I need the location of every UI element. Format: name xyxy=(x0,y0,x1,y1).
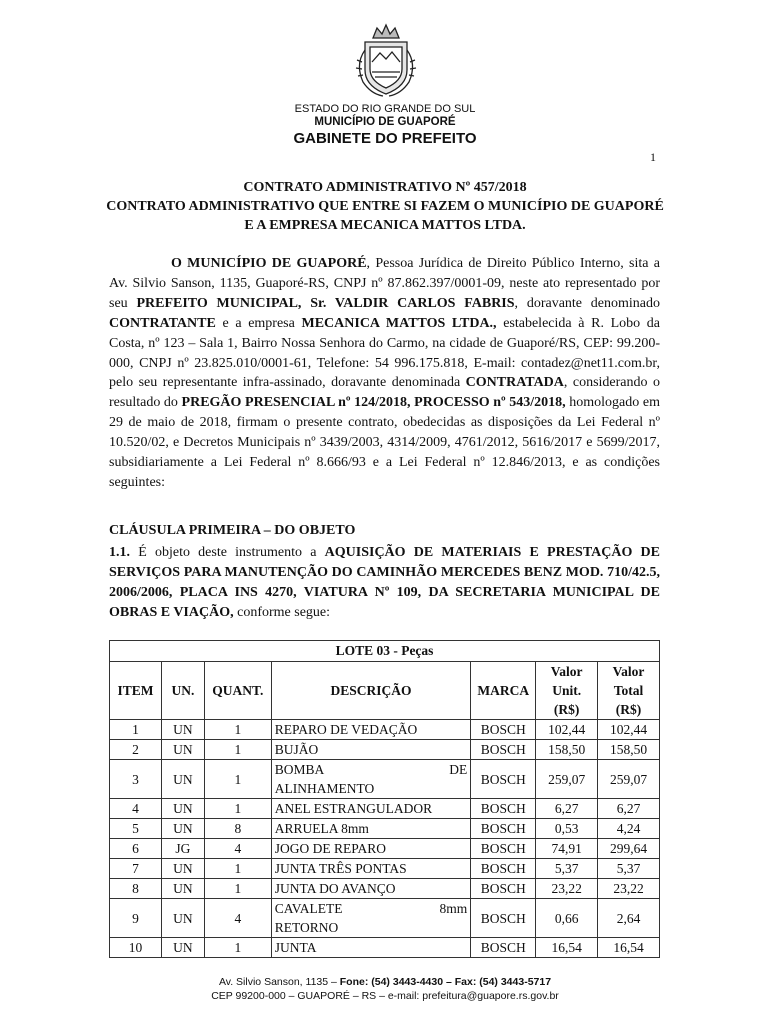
cell-marca: BOSCH xyxy=(471,720,536,740)
cell-un: UN xyxy=(161,859,204,879)
municipality-name: MUNICÍPIO DE GUAPORÉ xyxy=(314,116,456,128)
cell-item: 9 xyxy=(110,899,162,938)
table-row xyxy=(110,799,660,819)
footer-line-2: CEP 99200-000 – GUAPORÉ – RS – e-mail: prefeitura@guapore.rs.gov.br xyxy=(211,990,559,1002)
cell-quant: 1 xyxy=(204,938,271,958)
cell-quant: 1 xyxy=(204,720,271,740)
cell-unit: 0,53 xyxy=(536,819,598,839)
cell-unit: 5,37 xyxy=(536,859,598,879)
header-total-line: Total xyxy=(613,683,644,698)
cell-total: 16,54 xyxy=(598,938,660,958)
header-quant: QUANT. xyxy=(204,662,271,720)
intro-text: , Pessoa Jurídica de Direito Público Interno, sita a Av. Silvio Sanson, 1135, Guaporé-RS, CNPJ nº 87.862.397/0001-09, neste ato representado por seu xyxy=(109,256,660,311)
cell-quant: 1 xyxy=(204,859,271,879)
cell-total: 4,24 xyxy=(598,819,660,839)
header-unit-line: (R$) xyxy=(553,702,580,717)
footer-line-1 xyxy=(0,976,770,988)
table-row xyxy=(110,899,660,938)
cell-unit: 158,50 xyxy=(536,740,598,760)
cell-total: 102,44 xyxy=(598,720,660,740)
intro-text: homologado em 29 de maio de 2018, firmam o presente contrato, obedecidas as disposições da Lei Federal nº 10.520/02, e Decretos Municipais nº 3439/2003, 4314/2009, 4761/2012, 5616/2017 e 5699/2017, subsidiariamente a Lei Federal nº 8.666/93 e a Lei Federal nº 12.846/2013, e as condições seguintes: xyxy=(109,395,660,490)
cell-marca: BOSCH xyxy=(471,740,536,760)
cell-desc: JUNTA xyxy=(271,938,470,958)
header-desc: DESCRIÇÃO xyxy=(271,662,470,720)
cell-un: UN xyxy=(161,899,204,938)
cell-desc: JUNTA TRÊS PONTAS xyxy=(271,859,470,879)
cell-marca: BOSCH xyxy=(471,819,536,839)
intro-text: e a empresa xyxy=(215,315,302,331)
cell-marca: BOSCH xyxy=(471,760,536,799)
cell-desc: REPARO DE VEDAÇÃO xyxy=(271,720,470,740)
clause-bold: AQUISIÇÃO DE MATERIAIS E PRESTAÇÃO DE SERVIÇOS PARA MANUTENÇÃO DO CAMINHÃO MERCEDES BENZ MOD. 710/42.5, 2006/2006, PLACA INS 4270, VIATURA Nº 109, DA SECRETARIA MUNICIPAL DE OBRAS E VIAÇÃO, xyxy=(109,545,660,620)
cell-unit: 6,27 xyxy=(536,799,598,819)
cell-total: 2,64 xyxy=(598,899,660,938)
intro-text: , doravante denominado xyxy=(514,295,660,311)
cell-desc-line: RETORNO xyxy=(274,920,339,935)
cell-unit: 74,91 xyxy=(536,839,598,859)
lote-title: LOTE 03 - Peças xyxy=(110,641,660,662)
cell-quant: 8 xyxy=(204,819,271,839)
table-row xyxy=(110,819,660,839)
office-name: GABINETE DO PREFEITO xyxy=(293,130,477,147)
cell-item: 10 xyxy=(110,938,162,958)
contract-title: CONTRATO ADMINISTRATIVO Nº 457/2018 xyxy=(243,180,527,195)
cell-item: 5 xyxy=(110,819,162,839)
clause-number: 1.1. xyxy=(109,545,130,560)
cell-desc: JUNTA DO AVANÇO xyxy=(271,879,470,899)
cell-un: UN xyxy=(161,740,204,760)
cell-total: 259,07 xyxy=(598,760,660,799)
table-row xyxy=(110,740,660,760)
cell-item: 2 xyxy=(110,740,162,760)
table-row xyxy=(110,938,660,958)
cell-marca: BOSCH xyxy=(471,879,536,899)
clause-heading: CLÁUSULA PRIMEIRA – DO OBJETO xyxy=(109,523,356,538)
cell-un: UN xyxy=(161,819,204,839)
municipal-crest-icon xyxy=(353,20,419,100)
cell-un: UN xyxy=(161,799,204,819)
cell-total: 6,27 xyxy=(598,799,660,819)
header-total-line: Valor xyxy=(612,664,645,679)
cell-item: 6 xyxy=(110,839,162,859)
header-unit-line: Unit. xyxy=(552,683,582,698)
header-total-value xyxy=(598,662,660,720)
table-row xyxy=(110,859,660,879)
footer-phone: Fone: (54) 3443-4430 – Fax: (54) 3443-5717 xyxy=(339,976,552,988)
page-number: 1 xyxy=(650,150,656,164)
intro-bold: MECANICA MATTOS LTDA., xyxy=(301,315,497,331)
header-unit-line: Valor xyxy=(550,664,583,679)
cell-desc-line: CAVALETE 8mm xyxy=(274,901,468,916)
cell-marca: BOSCH xyxy=(471,799,536,819)
cell-quant: 1 xyxy=(204,799,271,819)
cell-marca: BOSCH xyxy=(471,839,536,859)
cell-desc: JOGO DE REPARO xyxy=(271,839,470,859)
intro-text: estabelecida à R. Lobo da Costa, nº 123 – Sala 1, Bairro Nossa Senhora do Carmo, na cidade de Guaporé/RS, CEP: 99.200-000, CNPJ nº 23.825.010/0001-61, Telefone: 54 996.175.818, E-mail: contadez@net11.com.br, pelo seu representante infra-assinado, doravante denominada xyxy=(109,315,661,391)
cell-desc: ARRUELA 8mm xyxy=(271,819,470,839)
header-marca: MARCA xyxy=(471,662,536,720)
cell-item: 1 xyxy=(110,720,162,740)
cell-desc: BUJÃO xyxy=(271,740,470,760)
cell-un: UN xyxy=(161,760,204,799)
clause-text: conforme segue: xyxy=(233,604,331,620)
intro-bold: CONTRATANTE xyxy=(109,315,216,331)
cell-marca: BOSCH xyxy=(471,859,536,879)
cell-item: 7 xyxy=(110,859,162,879)
cell-unit: 23,22 xyxy=(536,879,598,899)
intro-bold: O MUNICÍPIO DE GUAPORÉ xyxy=(171,256,367,271)
table-row xyxy=(110,839,660,859)
intro-text: , considerando o resultado do xyxy=(109,375,660,411)
items-table xyxy=(109,640,660,958)
cell-unit: 16,54 xyxy=(536,938,598,958)
table-row xyxy=(110,760,660,799)
cell-quant: 1 xyxy=(204,760,271,799)
cell-quant: 1 xyxy=(204,740,271,760)
cell-total: 5,37 xyxy=(598,859,660,879)
cell-desc xyxy=(271,760,470,799)
cell-desc-line: ALINHAMENTO xyxy=(274,781,375,796)
intro-bold: PREFEITO MUNICIPAL, Sr. VALDIR CARLOS FABRIS xyxy=(136,295,515,311)
cell-quant: 1 xyxy=(204,879,271,899)
cell-desc xyxy=(271,899,470,938)
cell-item: 4 xyxy=(110,799,162,819)
clause-text: É objeto deste instrumento a xyxy=(130,545,325,560)
cell-un: JG xyxy=(161,839,204,859)
table-row xyxy=(110,879,660,899)
state-name: ESTADO DO RIO GRANDE DO SUL xyxy=(294,103,476,115)
cell-desc: ANEL ESTRANGULADOR xyxy=(271,799,470,819)
cell-total: 23,22 xyxy=(598,879,660,899)
header-unit-value xyxy=(536,662,598,720)
header-un: UN. xyxy=(161,662,204,720)
clause-paragraph xyxy=(109,543,660,623)
cell-quant: 4 xyxy=(204,899,271,938)
table-row xyxy=(110,720,660,740)
cell-item: 3 xyxy=(110,760,162,799)
cell-unit: 259,07 xyxy=(536,760,598,799)
header-total-line: (R$) xyxy=(615,702,642,717)
cell-un: UN xyxy=(161,938,204,958)
cell-unit: 0,66 xyxy=(536,899,598,938)
cell-unit: 102,44 xyxy=(536,720,598,740)
intro-bold: CONTRATADA xyxy=(465,375,564,391)
footer-address: Av. Silvio Sanson, 1135 – xyxy=(218,976,340,988)
cell-total: 158,50 xyxy=(598,740,660,760)
cell-quant: 4 xyxy=(204,839,271,859)
cell-marca: BOSCH xyxy=(471,899,536,938)
cell-un: UN xyxy=(161,879,204,899)
intro-bold: PREGÃO PRESENCIAL nº 124/2018, PROCESSO nº 543/2018, xyxy=(181,395,566,411)
cell-desc-line: BOMBA DE xyxy=(274,762,468,777)
header-item: ITEM xyxy=(110,662,162,720)
cell-marca: BOSCH xyxy=(471,938,536,958)
cell-item: 8 xyxy=(110,879,162,899)
cell-un: UN xyxy=(161,720,204,740)
intro-paragraph xyxy=(109,254,660,493)
cell-total: 299,64 xyxy=(598,839,660,859)
contract-subtitle: CONTRATO ADMINISTRATIVO QUE ENTRE SI FAZEM O MUNICÍPIO DE GUAPORÉ E A EMPRESA MECANICA MATTOS LTDA. xyxy=(106,199,664,233)
